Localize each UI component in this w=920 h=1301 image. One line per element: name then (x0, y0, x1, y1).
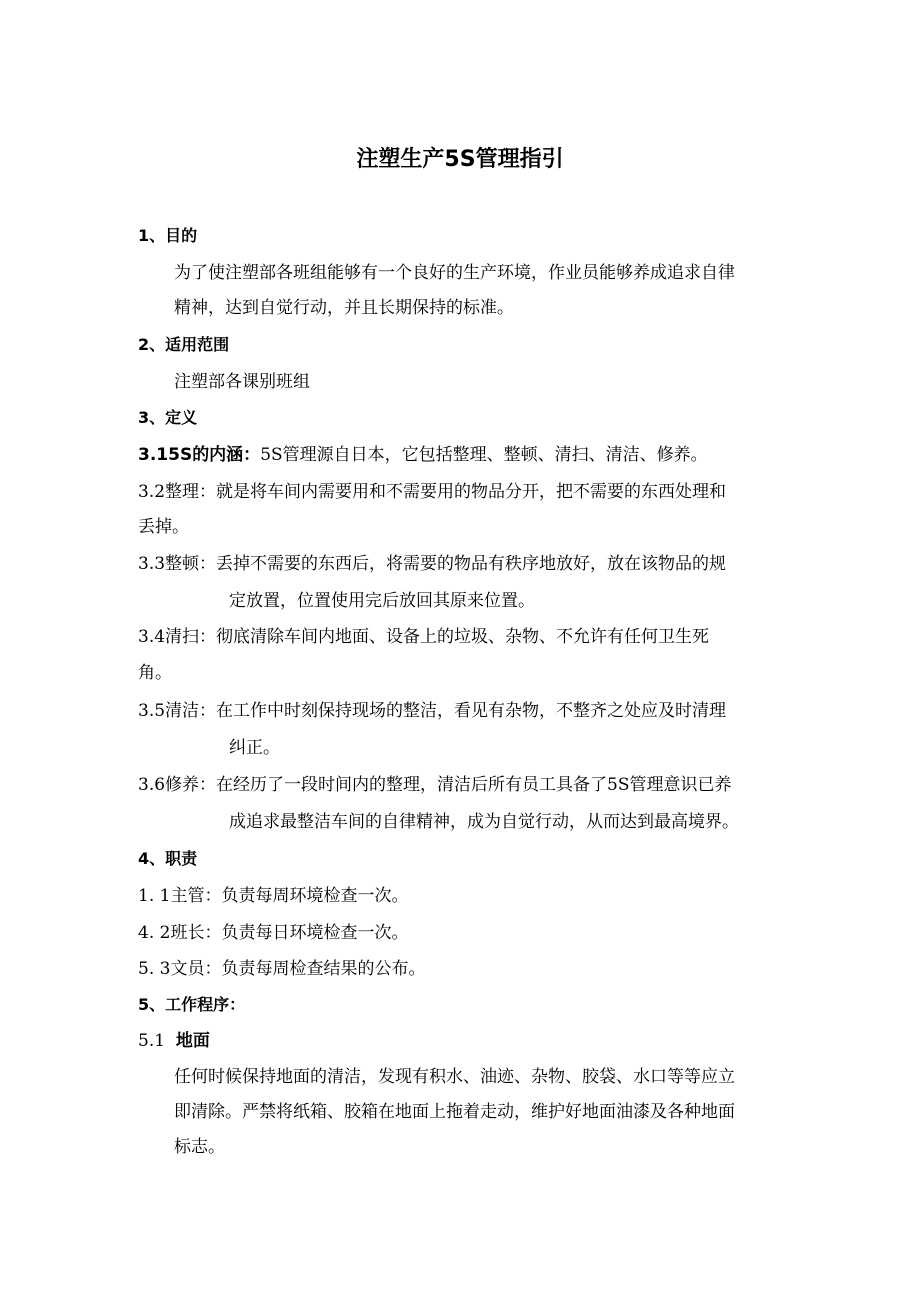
section-heading-scope: 2、适用范围 (138, 335, 230, 354)
definition-3-4-line-1: 3.4清扫：彻底清除车间内地面、设备上的垃圾、杂物、不允许有任何卫生死 (138, 627, 710, 647)
procedure-5-1-line-1: 任何时候保持地面的清洁，发现有积水、油迹、杂物、胶袋、水口等等应立 (174, 1067, 735, 1087)
section-heading-purpose: 1、目的 (138, 226, 198, 245)
definition-3-1-text: 5S管理源自日本，它包括整理、整顿、清扫、清洁、修养。 (260, 445, 708, 465)
purpose-line-2: 精神，达到自觉行动，并且长期保持的标准。 (174, 298, 514, 318)
definition-3-2-line-1: 3.2整理：就是将车间内需要用和不需要用的物品分开，把不需要的东西处理和 (138, 482, 727, 502)
responsibility-item-3: 5. 3文员：负责每周检查结果的公布。 (138, 959, 426, 979)
responsibility-item-1: 1. 1主管：负责每周环境检查一次。 (138, 886, 409, 906)
responsibility-item-2: 4. 2班长：负责每日环境检查一次。 (138, 923, 409, 943)
definition-3-3-line-1: 3.3整顿：丢掉不需要的东西后，将需要的物品有秩序地放好，放在该物品的规 (138, 554, 727, 574)
procedure-5-1-number: 5.1 (138, 1031, 166, 1051)
definition-3-1 (138, 444, 708, 466)
definition-3-6-line-1: 3.6修养：在经历了一段时间内的整理，清洁后所有员工具备了5S管理意识已养 (138, 775, 732, 795)
purpose-line-1: 为了使注塑部各班组能够有一个良好的生产环境，作业员能够养成追求自律 (174, 263, 735, 283)
definition-3-6-line-2: 成追求最整洁车间的自律精神，成为自觉行动，从而达到最高境界。 (229, 812, 739, 832)
definition-3-1-label: 3.15S的内涵： (138, 445, 261, 465)
scope-line-1: 注塑部各课别班组 (174, 372, 310, 392)
section-heading-responsibilities: 4、职责 (138, 849, 198, 868)
definition-3-5-line-2: 纠正。 (229, 738, 280, 758)
section-heading-procedure: 5、工作程序： (138, 995, 246, 1014)
section-heading-definition: 3、定义 (138, 408, 198, 427)
procedure-5-1-title: 地面 (175, 1031, 210, 1051)
procedure-5-1-heading (138, 1030, 210, 1052)
definition-3-4-line-2: 角。 (138, 663, 172, 683)
procedure-5-1-line-2: 即清除。严禁将纸箱、胶箱在地面上拖着走动，维护好地面油漆及各种地面 (174, 1102, 735, 1122)
definition-3-2-line-2: 丢掉。 (138, 517, 189, 537)
procedure-5-1-line-3: 标志。 (174, 1137, 225, 1157)
definition-3-3-line-2: 定放置，位置使用完后放回其原来位置。 (229, 591, 535, 611)
document-title: 注塑生产5S管理指引 (356, 147, 564, 172)
definition-3-5-line-1: 3.5清洁：在工作中时刻保持现场的整洁，看见有杂物，不整齐之处应及时清理 (138, 701, 727, 721)
